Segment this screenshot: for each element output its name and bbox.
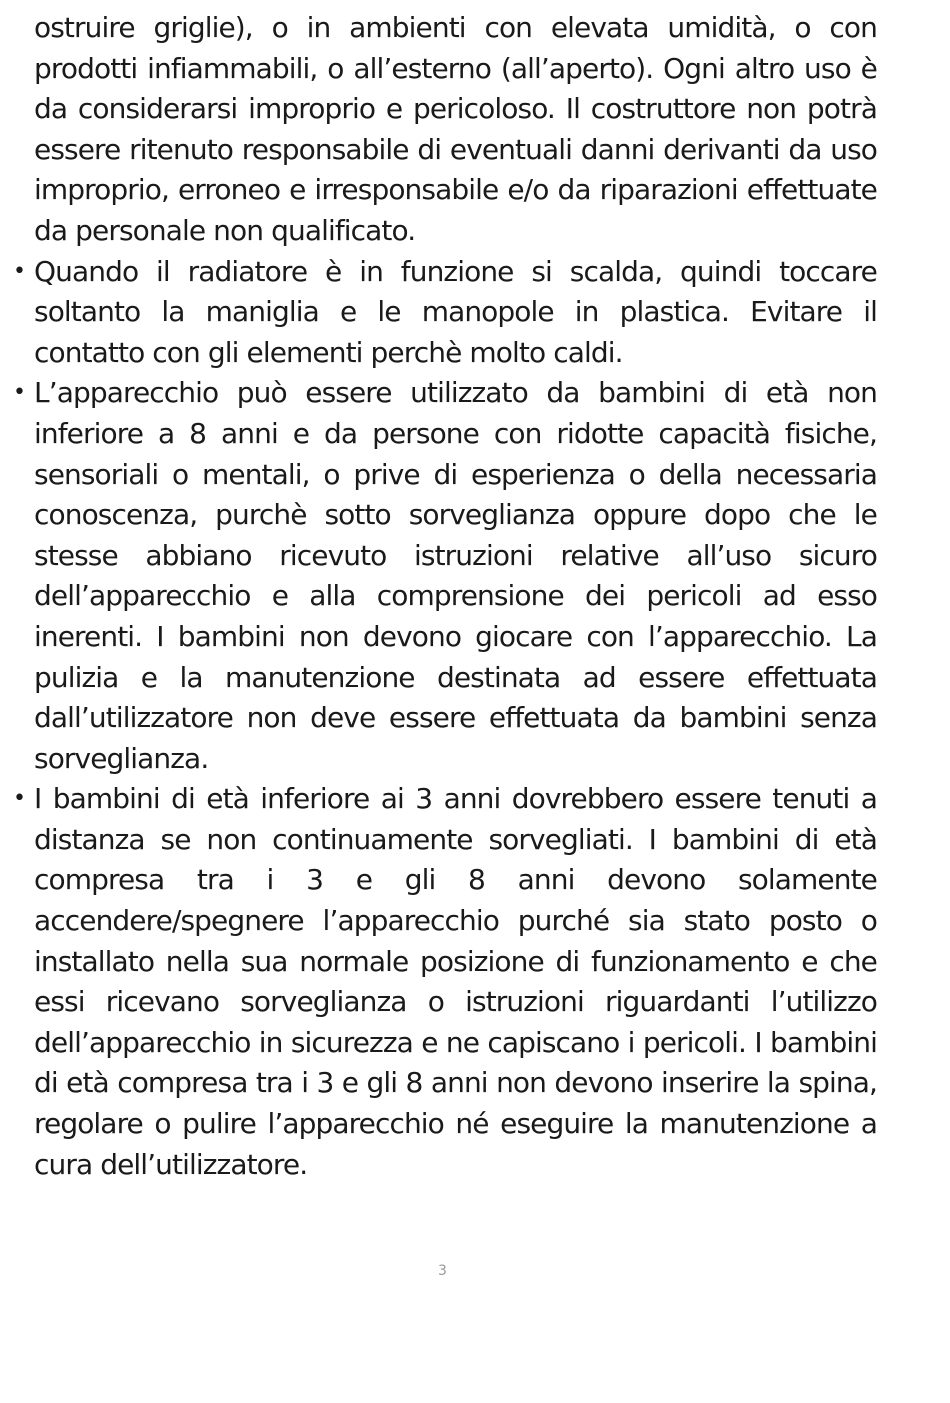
document-page (12, 8, 877, 1185)
bullet-icon: • (12, 786, 26, 812)
safety-bullet-list (12, 252, 877, 1186)
bullet-item-children-over-8 (12, 373, 877, 779)
bullet-icon: • (12, 258, 26, 284)
bullet-icon: • (12, 380, 26, 406)
continuation-paragraph: ostruire griglie), o in ambienti con elevata umidità, o con prodotti infiammabili, o all’esterno (all’aperto). Ogni altro uso è da considerarsi improprio e pericoloso. Il costruttore non potrà essere ritenuto responsabile di eventuali danni derivanti da uso improprio, erroneo e irresponsabile e/o da riparazioni effettuate da personale non qualificato. (34, 11, 877, 247)
bullet-item-children-under-3 (12, 779, 877, 1185)
page-number: 3 (438, 1263, 447, 1279)
bullet-text: I bambini di età inferiore ai 3 anni dovrebbero essere tenuti a distanza se non continuamente sorvegliati. I bambini di età compresa tra i 3 e gli 8 anni devono solamente accendere/spegnere l’apparecchio purché sia stato posto o installato nella sua normale posizione di funzionamento e che essi ricevano sorveglianza o istruzioni riguardanti l’utilizzo dell’apparecchio in sicurezza e ne capiscano i pericoli. I bambini di età compresa tra i 3 e gli 8 anni non devono inserire la spina, regolare o pulire l’apparecchio né eseguire la manutenzione a cura dell’utilizzatore. (34, 782, 877, 1181)
bullet-text: Quando il radiatore è in funzione si scalda, quindi toccare soltanto la maniglia e le manopole in plastica. Evitare il contatto con gli elementi perchè molto caldi. (34, 254, 877, 369)
bullet-text: L’apparecchio può essere utilizzato da bambini di età non inferiore a 8 anni e da persone con ridotte capacità fisiche, sensoriali o mentali, o prive di esperienza o della necessaria conoscenza, purchè sotto sorveglianza oppure dopo che le stesse abbiano ricevuto istruzioni relative all’uso sicuro dell’apparecchio e alla comprensione dei pericoli ad esso inerenti. I bambini non devono giocare con l’apparecchio. La pulizia e la manutenzione destinata ad essere effettuata dall’utilizzatore non deve essere effettuata da bambini senza sorveglianza. (34, 376, 877, 775)
bullet-item-hot-radiator (12, 252, 877, 374)
